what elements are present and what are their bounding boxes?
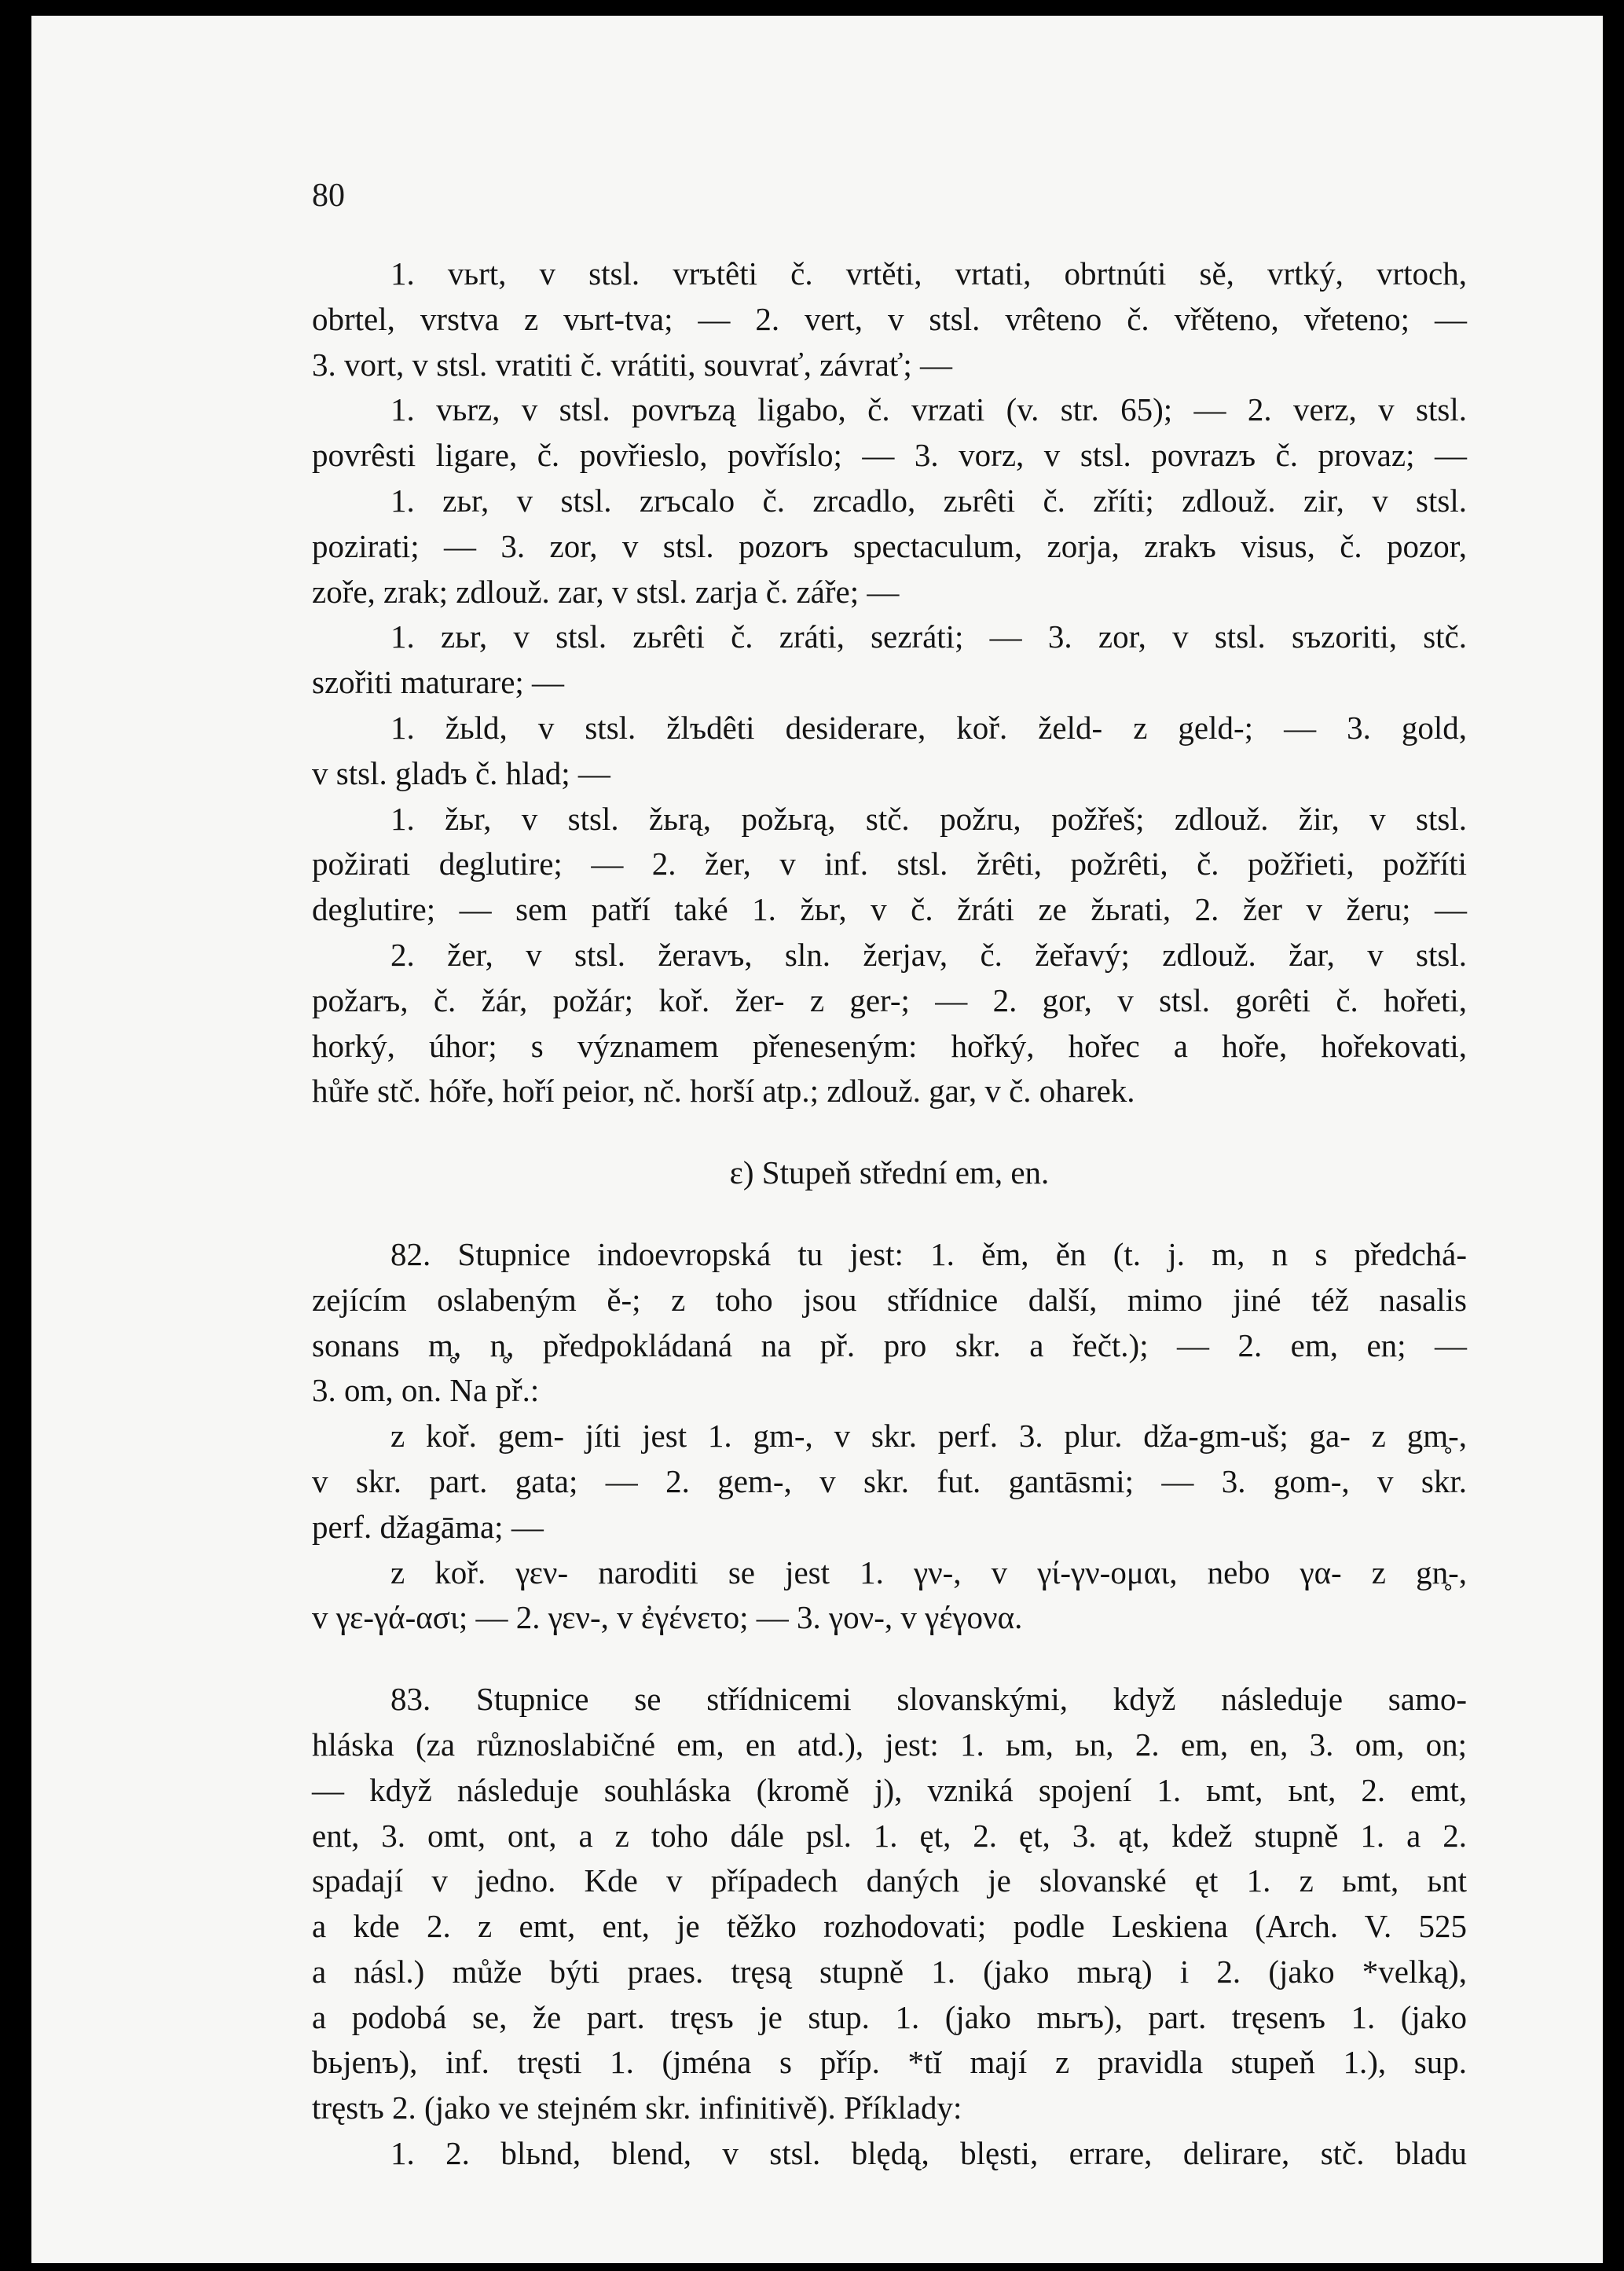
text-line: a násl.) může býti praes. tręsą stupně 1. (jako mьrą) i 2. (jako *velką), xyxy=(312,1953,1467,1990)
text-line: tręstъ 2. (jako ve stejném skr. infinitivě). Příklady: xyxy=(312,2089,962,2126)
book-page xyxy=(31,16,1606,2263)
text-line: bьjenъ), inf. tręsti 1. (jména s příp. *tĭ mají z pravidla stupeň 1.), sup. xyxy=(312,2044,1467,2081)
crop-mark xyxy=(1603,0,1624,2271)
text-line: sonans m̥, n̥, předpokládaná na př. pro skr. a řečt.); — 2. em, en; — xyxy=(312,1326,1467,1363)
text-line: hláska (za různoslabičné em, en atd.), jest: 1. ьm, ьn, 2. em, en, 3. om, on; xyxy=(312,1726,1467,1763)
text-line: perf. džagāma; — xyxy=(312,1508,544,1545)
text-line: — když následuje souhláska (kromě j), vzniká spojení 1. ьmt, ьnt, 2. emt, xyxy=(312,1771,1467,1808)
text-line: 1. vьrt, v stsl. vrъtêti č. vrtěti, vrtati, obrtnúti sě, vrtký, vrtoch, xyxy=(390,255,1467,292)
text-line: 82. Stupnice indoevropská tu jest: 1. ěm, ěn (t. j. m, n s předchá- xyxy=(390,1235,1467,1272)
text-line: horký, úhor; s významem přeneseným: hořký, hořec a hoře, hořekovati, xyxy=(312,1027,1467,1064)
text-line: požarъ, č. žár, požár; koř. žer- z ger-; — 2. gor, v stsl. gorêti č. hořeti, xyxy=(312,981,1467,1018)
text-line: požirati deglutire; — 2. žer, v inf. stsl. žrêti, požrêti, č. požřieti, požříti xyxy=(312,846,1467,882)
text-line: spadají v jedno. Kde v případech daných je slovanské ęt 1. z ьmt, ьnt xyxy=(312,1862,1467,1899)
text-line: zejícím oslabeným ě-; z toho jsou střídnice další, mimo jiné též nasalis xyxy=(312,1281,1467,1318)
text-line: 3. om, on. Na př.: xyxy=(312,1372,540,1409)
text-line: 3. vort, v stsl. vratiti č. vrátiti, souvrať, závrať; — xyxy=(312,346,952,383)
text-line: zoře, zrak; zdlouž. zar, v stsl. zarja č. záře; — xyxy=(312,573,900,610)
text-line: 1. zьr, v stsl. zьrêti č. zráti, sezráti; — 3. zor, v stsl. sъzoriti, stč. xyxy=(390,618,1467,655)
text-line: obrtel, vrstva z vьrt-tva; — 2. vert, v stsl. vrêteno č. vřěteno, vřeteno; — xyxy=(312,300,1467,337)
text-line: szořiti maturare; — xyxy=(312,664,565,701)
text-line: z koř. γεν- naroditi se jest 1. γν-, v γί-γν-ομαι, nebo γα- z gn̥-, xyxy=(390,1554,1467,1590)
text-line: v skr. part. gata; — 2. gem-, v skr. fut. gantāsmi; — 3. gom-, v skr. xyxy=(312,1462,1467,1499)
body-text xyxy=(312,251,1467,2177)
text-line: hůře stč. hóře, hoří peior, nč. horší atp.; zdlouž. gar, v č. oharek. xyxy=(312,1073,1135,1110)
text-line: a podobá se, že part. tręsъ je stup. 1. (jako mьrъ), part. tręsenъ 1. (jako xyxy=(312,1998,1467,2035)
text-line: 1. zьr, v stsl. zrъcalo č. zrcadlo, zьrêti č. zříti; zdlouž. zir, v stsl. xyxy=(390,482,1467,519)
text-line: 2. žer, v stsl. žeravъ, sln. žerjav, č. žeřavý; zdlouž. žar, v stsl. xyxy=(390,936,1467,973)
text-line: ε) Stupeň střední em, en. xyxy=(729,1154,1050,1191)
text-line: 1. žьr, v stsl. žьrą, požьrą, stč. požru, požřeš; zdlouž. žir, v stsl. xyxy=(390,800,1467,837)
text-line: v γε-γά-ασι; — 2. γεν-, v ἐγένετο; — 3. γον-, v γέγονα. xyxy=(312,1599,1023,1636)
text-line: ent, 3. omt, ont, a z toho dále psl. 1. ęt, 2. ęt, 3. ąt, kdež stupně 1. a 2. xyxy=(312,1817,1467,1854)
text-line: 1. 2. blьnd, blend, v stsl. blędą, blęsti, errare, delirare, stč. bladu xyxy=(390,2135,1467,2172)
text-line: a kde 2. z emt, ent, je těžko rozhodovati; podle Leskiena (Arch. V. 525 xyxy=(312,1908,1467,1945)
text-line: pozirati; — 3. zor, v stsl. pozorъ spectaculum, zorja, zrakъ visus, č. pozor, xyxy=(312,527,1467,564)
page-number: 80 xyxy=(312,178,345,214)
text-line: 83. Stupnice se střídnicemi slovanskými, když následuje samo- xyxy=(390,1681,1467,1718)
text-line: 1. žьld, v stsl. žlъdêti desiderare, koř. želd- z geld-; — 3. gold, xyxy=(390,709,1467,746)
text-line: v stsl. gladъ č. hlad; — xyxy=(312,754,610,791)
text-line: z koř. gem- jíti jest 1. gm-, v skr. perf. 3. plur. dža-gm-uš; ga- z gm̥-, xyxy=(390,1418,1467,1455)
text-line: povrêsti ligare, č. povřieslo, povříslo; — 3. vorz, v stsl. povrazъ č. provaz; — xyxy=(312,437,1467,474)
text-line: 1. vьrz, v stsl. povrъzą ligabo, č. vrzati (v. str. 65); — 2. verz, v stsl. xyxy=(390,391,1467,428)
text-line: deglutire; — sem patří také 1. žьr, v č. žráti ze žьrati, 2. žer v žeru; — xyxy=(312,891,1467,928)
